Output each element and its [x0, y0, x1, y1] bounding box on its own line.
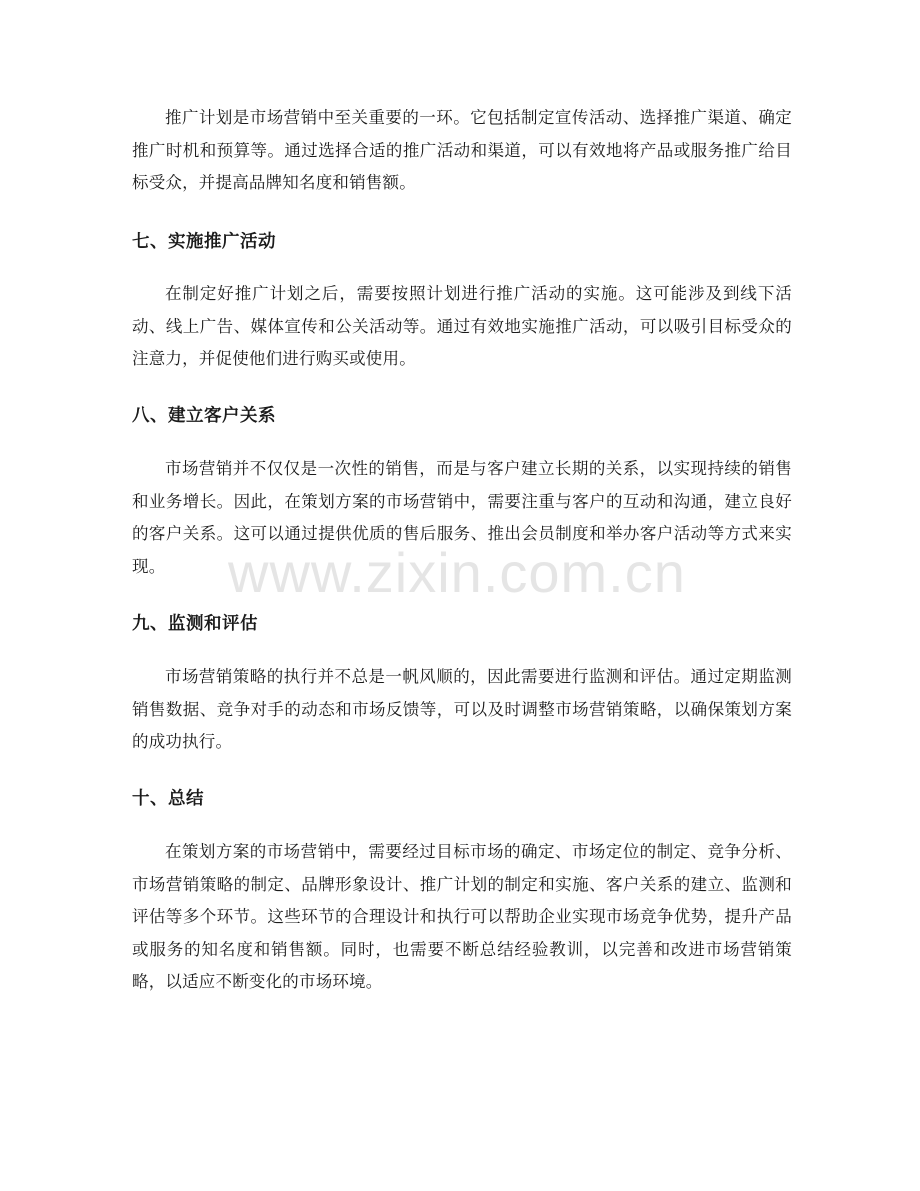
section-seven — [132, 228, 792, 256]
paragraph-seven: 在制定好推广计划之后，需要按照计划进行推广活动的实施。这可能涉及到线下活动、线上广告、媒体宣传和公关活动等。通过有效地实施推广活动，可以吸引目标受众的注意力，并促使他们进行购买或使用。 — [132, 284, 792, 368]
section-eight-body — [132, 453, 792, 583]
section-seven-body — [132, 278, 792, 376]
heading-eight: 八、建立客户关系 — [132, 406, 276, 426]
heading-nine: 九、监测和评估 — [132, 614, 258, 634]
paragraph-promotion-plan: 推广计划是市场营销中至关重要的一环。它包括制定宣传活动、选择推广渠道、确定推广时机和预算等。通过选择合适的推广活动和渠道，可以有效地将产品或服务推广给目标受众，并提高品牌知名度和销售额。 — [132, 108, 792, 192]
paragraph-nine: 市场营销策略的执行并不总是一帆风顺的，因此需要进行监测和评估。通过定期监测销售数据、竞争对手的动态和市场反馈等，可以及时调整市场营销策略，以确保策划方案的成功执行。 — [132, 667, 792, 751]
section-ten — [132, 785, 792, 813]
section-nine — [132, 610, 792, 638]
section-nine-body — [132, 661, 792, 759]
heading-seven: 七、实施推广活动 — [132, 232, 276, 252]
section-ten-body — [132, 836, 792, 999]
heading-ten: 十、总结 — [132, 789, 204, 809]
paragraph-eight: 市场营销并不仅仅是一次性的销售，而是与客户建立长期的关系，以实现持续的销售和业务增长。因此，在策划方案的市场营销中，需要注重与客户的互动和沟通，建立良好的客户关系。这可以通过提供优质的售后服务、推出会员制度和举办客户活动等方式来实现。 — [132, 459, 792, 576]
paragraph-ten: 在策划方案的市场营销中，需要经过目标市场的确定、市场定位的制定、竞争分析、市场营销策略的制定、品牌形象设计、推广计划的制定和实施、客户关系的建立、监测和评估等多个环节。这些环节的合理设计和执行可以帮助企业实现市场竞争优势，提升产品或服务的知名度和销售额。同时，也需要不断总结经验教训，以完善和改进市场营销策略，以适应不断变化的市场环境。 — [132, 842, 792, 991]
watermark: www.zixin.com.cn — [228, 541, 686, 604]
section-eight — [132, 402, 792, 430]
section-promotion-plan — [132, 102, 792, 200]
